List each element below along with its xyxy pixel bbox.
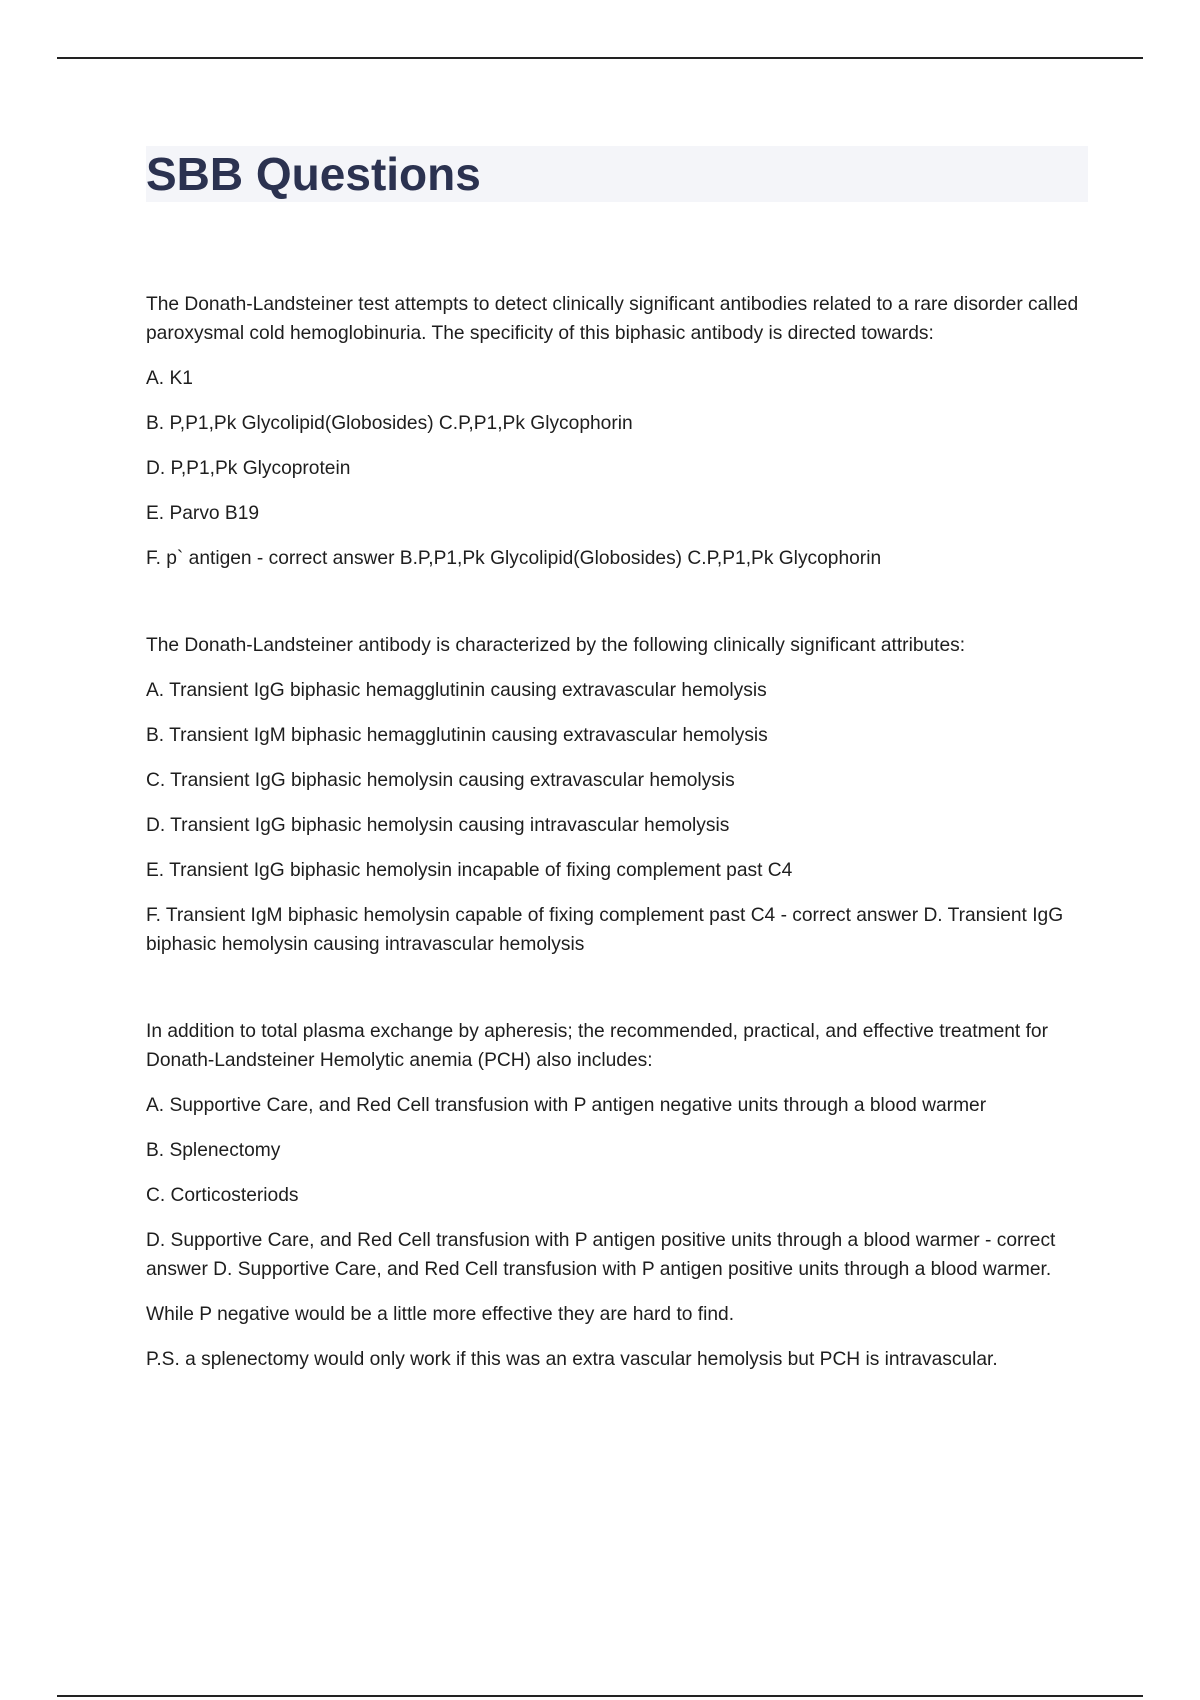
answer-line: D. Supportive Care, and Red Cell transfusion with P antigen positive units through a blood warmer - correct answer D. Supportive Care, and Red Cell transfusion with P antigen positive units through a blood warmer. (146, 1230, 1056, 1280)
answer-line: B. Splenectomy (146, 1140, 281, 1161)
explanation-line: While P negative would be a little more effective they are hard to find. (146, 1304, 735, 1325)
question-prompt: In addition to total plasma exchange by apheresis; the recommended, practical, and effective treatment for Donath-Landsteiner Hemolytic anemia (PCH) also includes: (146, 1021, 1048, 1071)
question-block-2 (146, 631, 1096, 959)
question-prompt: The Donath-Landsteiner antibody is characterized by the following clinically significant attributes: (146, 635, 966, 656)
answer-line: A. Transient IgG biphasic hemagglutinin causing extravascular hemolysis (146, 680, 767, 701)
answer-line: C. Transient IgG biphasic hemolysin causing extravascular hemolysis (146, 770, 735, 791)
answer-line: B. P,P1,Pk Glycolipid(Globosides) C.P,P1,Pk Glycophorin (146, 413, 633, 434)
top-rule (57, 57, 1143, 59)
document-body (146, 290, 1096, 1390)
explanation-line: P.S. a splenectomy would only work if this was an extra vascular hemolysis but PCH is intravascular. (146, 1349, 998, 1370)
answer-line: E. Transient IgG biphasic hemolysin incapable of fixing complement past C4 (146, 860, 793, 881)
page-title: SBB Questions (146, 148, 481, 200)
answer-line: F. Transient IgM biphasic hemolysin capable of fixing complement past C4 - correct answer D. Transient IgG biphasic hemolysin causing intravascular hemolysis (146, 905, 1064, 955)
question-block-1 (146, 290, 1096, 573)
answer-line: C. Corticosteriods (146, 1185, 299, 1206)
answer-line: A. Supportive Care, and Red Cell transfusion with P antigen negative units through a blood warmer (146, 1095, 987, 1116)
answer-line: D. P,P1,Pk Glycoprotein (146, 458, 351, 479)
answer-line: F. p` antigen - correct answer B.P,P1,Pk Glycolipid(Globosides) C.P,P1,Pk Glycophorin (146, 548, 882, 569)
answer-line: A. K1 (146, 368, 193, 389)
question-prompt: The Donath-Landsteiner test attempts to detect clinically significant antibodies related to a rare disorder called paroxysmal cold hemoglobinuria. The specificity of this biphasic antibody is directed towards: (146, 294, 1079, 344)
answer-line: D. Transient IgG biphasic hemolysin causing intravascular hemolysis (146, 815, 730, 836)
question-block-3 (146, 1017, 1096, 1374)
answer-line: E. Parvo B19 (146, 503, 260, 524)
answer-line: B. Transient IgM biphasic hemagglutinin causing extravascular hemolysis (146, 725, 768, 746)
bottom-rule (57, 1695, 1143, 1697)
